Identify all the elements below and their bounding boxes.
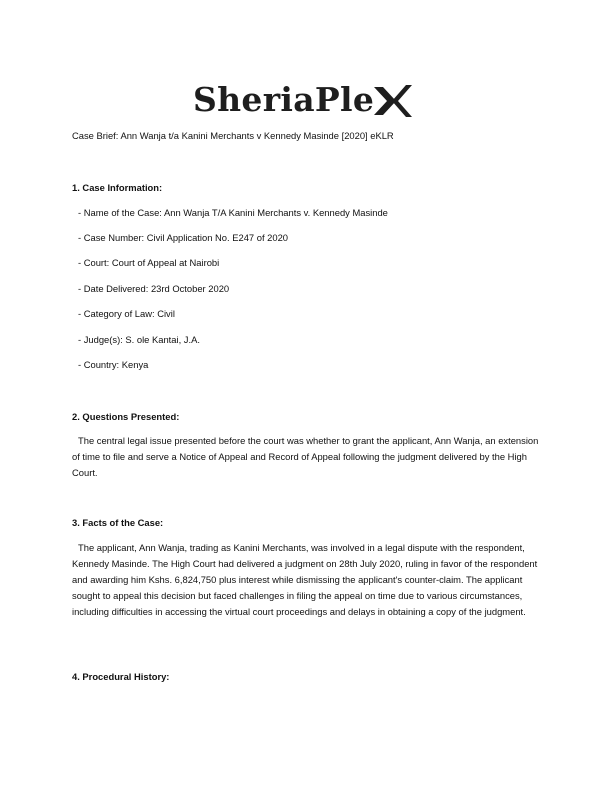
case-info-item: - Judge(s): S. ole Kantai, J.A. [78,334,200,345]
section-heading-facts: 3. Facts of the Case: [72,517,164,528]
section-heading-case-information: 1. Case Information: [72,182,163,193]
case-info-item: - Category of Law: Civil [78,308,175,319]
case-info-item: - Date Delivered: 23rd October 2020 [78,283,230,294]
questions-paragraph: The central legal issue presented before the court was whether to grant the applicant, Ann Wanja, an extension of time to file and serve a Notice of Appeal and Record of Appeal following the judgment delivered by the High Court. [72,435,539,478]
logo-wordmark: SheriaPle [193,80,375,119]
section-heading-questions-presented: 2. Questions Presented: [72,411,180,422]
case-info-item: - Name of the Case: Ann Wanja T/A Kanini Merchants v. Kennedy Masinde [78,207,388,218]
case-info-item: - Country: Kenya [78,359,149,370]
document-title: Case Brief: Ann Wanja t/a Kanini Merchants v Kennedy Masinde [2020] eKLR [72,130,394,141]
case-info-item: - Court: Court of Appeal at Nairobi [78,257,220,268]
section-heading-procedural-history: 4. Procedural History: [72,671,170,682]
sheriaplex-logo [193,78,423,122]
facts-paragraph: The applicant, Ann Wanja, trading as Kanini Merchants, was involved in a legal dispute with the respondent, Kennedy Masinde. The High Court had delivered a judgment on 28th July 2020, ruling in favor of the respondent and awarding him Kshs. 6,824,750 plus interest while dismissing the applicant's counter-claim. The applicant sought to appeal this decision but faced challenges in filing the appeal on time due to various circumstances, including difficulties in accessing the virtual court proceedings and delays in obtaining a copy of the judgment. [72,542,538,617]
case-info-item: - Case Number: Civil Application No. E247 of 2020 [78,232,289,243]
x-logo-icon [372,81,412,121]
